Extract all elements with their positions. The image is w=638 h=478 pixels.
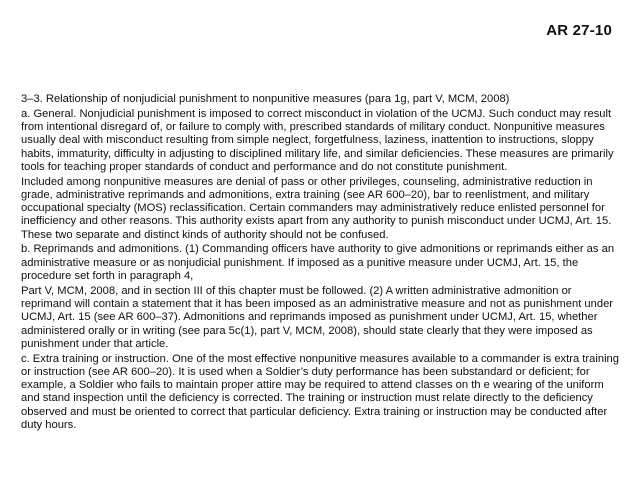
paragraph-reprimands: b. Reprimands and admonitions. (1) Commanding officers have authority to give admonitions or reprimands either as an administrative measure or as nonjudicial punishment. If imposed as a punitive measure under UCMJ, Art. 15, the procedure set forth in paragraph 4, [21,243,615,283]
slide-body [21,93,619,434]
paragraph-nonpunitive-measures: Included among nonpunitive measures are denial of pass or other privileges, counseling, administrative reduction in grade, administrative reprimands and admonitions, extra training (see AR 600–20), bar to reenlistment, and military occupational specialty (MOS) reclassification. Certain commanders may administratively reduce enlisted personnel for inefficiency and other reasons. This authority exists apart from any authority to punish misconduct under UCMJ, Art. 15. These two separate and distinct kinds of authority should not be confused. [21,175,612,241]
paragraph-general: a. General. Nonjudicial punishment is imposed to correct misconduct in violation of the UCMJ. Such conduct may result from intentional disregard of, or failure to comply with, prescribed standards of military conduct. Nonpunitive measures usually deal with misconduct resulting from simple neglect, forgetfulness, laziness, inattention to instructions, sloppy habits, immaturity, difficulty in adjusting to disciplined military life, and similar deficiencies. These measures are primarily tools for teaching proper standards of conduct and performance and do not constitute punishment. [21,107,614,173]
slide-title: AR 27-10 [546,22,612,39]
section-heading: 3–3. Relationship of nonjudicial punishment to nonpunitive measures (para 1g, part V, MCM, 2008) [21,93,510,105]
paragraph-extra-training: c. Extra training or instruction. One of the most effective nonpunitive measures available to a commander is extra training or instruction (see AR 600–20). It is used when a Soldier’s duty performance has been substandard or deficient; for example, a Soldier who fails to maintain proper attire may be required to attend classes on th e wearing of the uniform and stand inspection until the deficiency is corrected. The training or instruction must relate directly to the deficiency observed and must be oriented to correct that particular deficiency. Extra training or instruction may be conducted after duty hours. [21,352,620,432]
paragraph-part-v: Part V, MCM, 2008, and in section III of this chapter must be followed. (2) A written administrative admonition or reprimand will contain a statement that it has been imposed as an administrative measure and not as punishment under UCMJ, Art. 15 (see AR 600–37). Admonitions and reprimands imposed as punishment under UCMJ, Art. 15, whether administered orally or in writing (see para 5c(1), part V, MCM, 2008), should state clearly that they were imposed as punishment under that article. [21,284,614,350]
